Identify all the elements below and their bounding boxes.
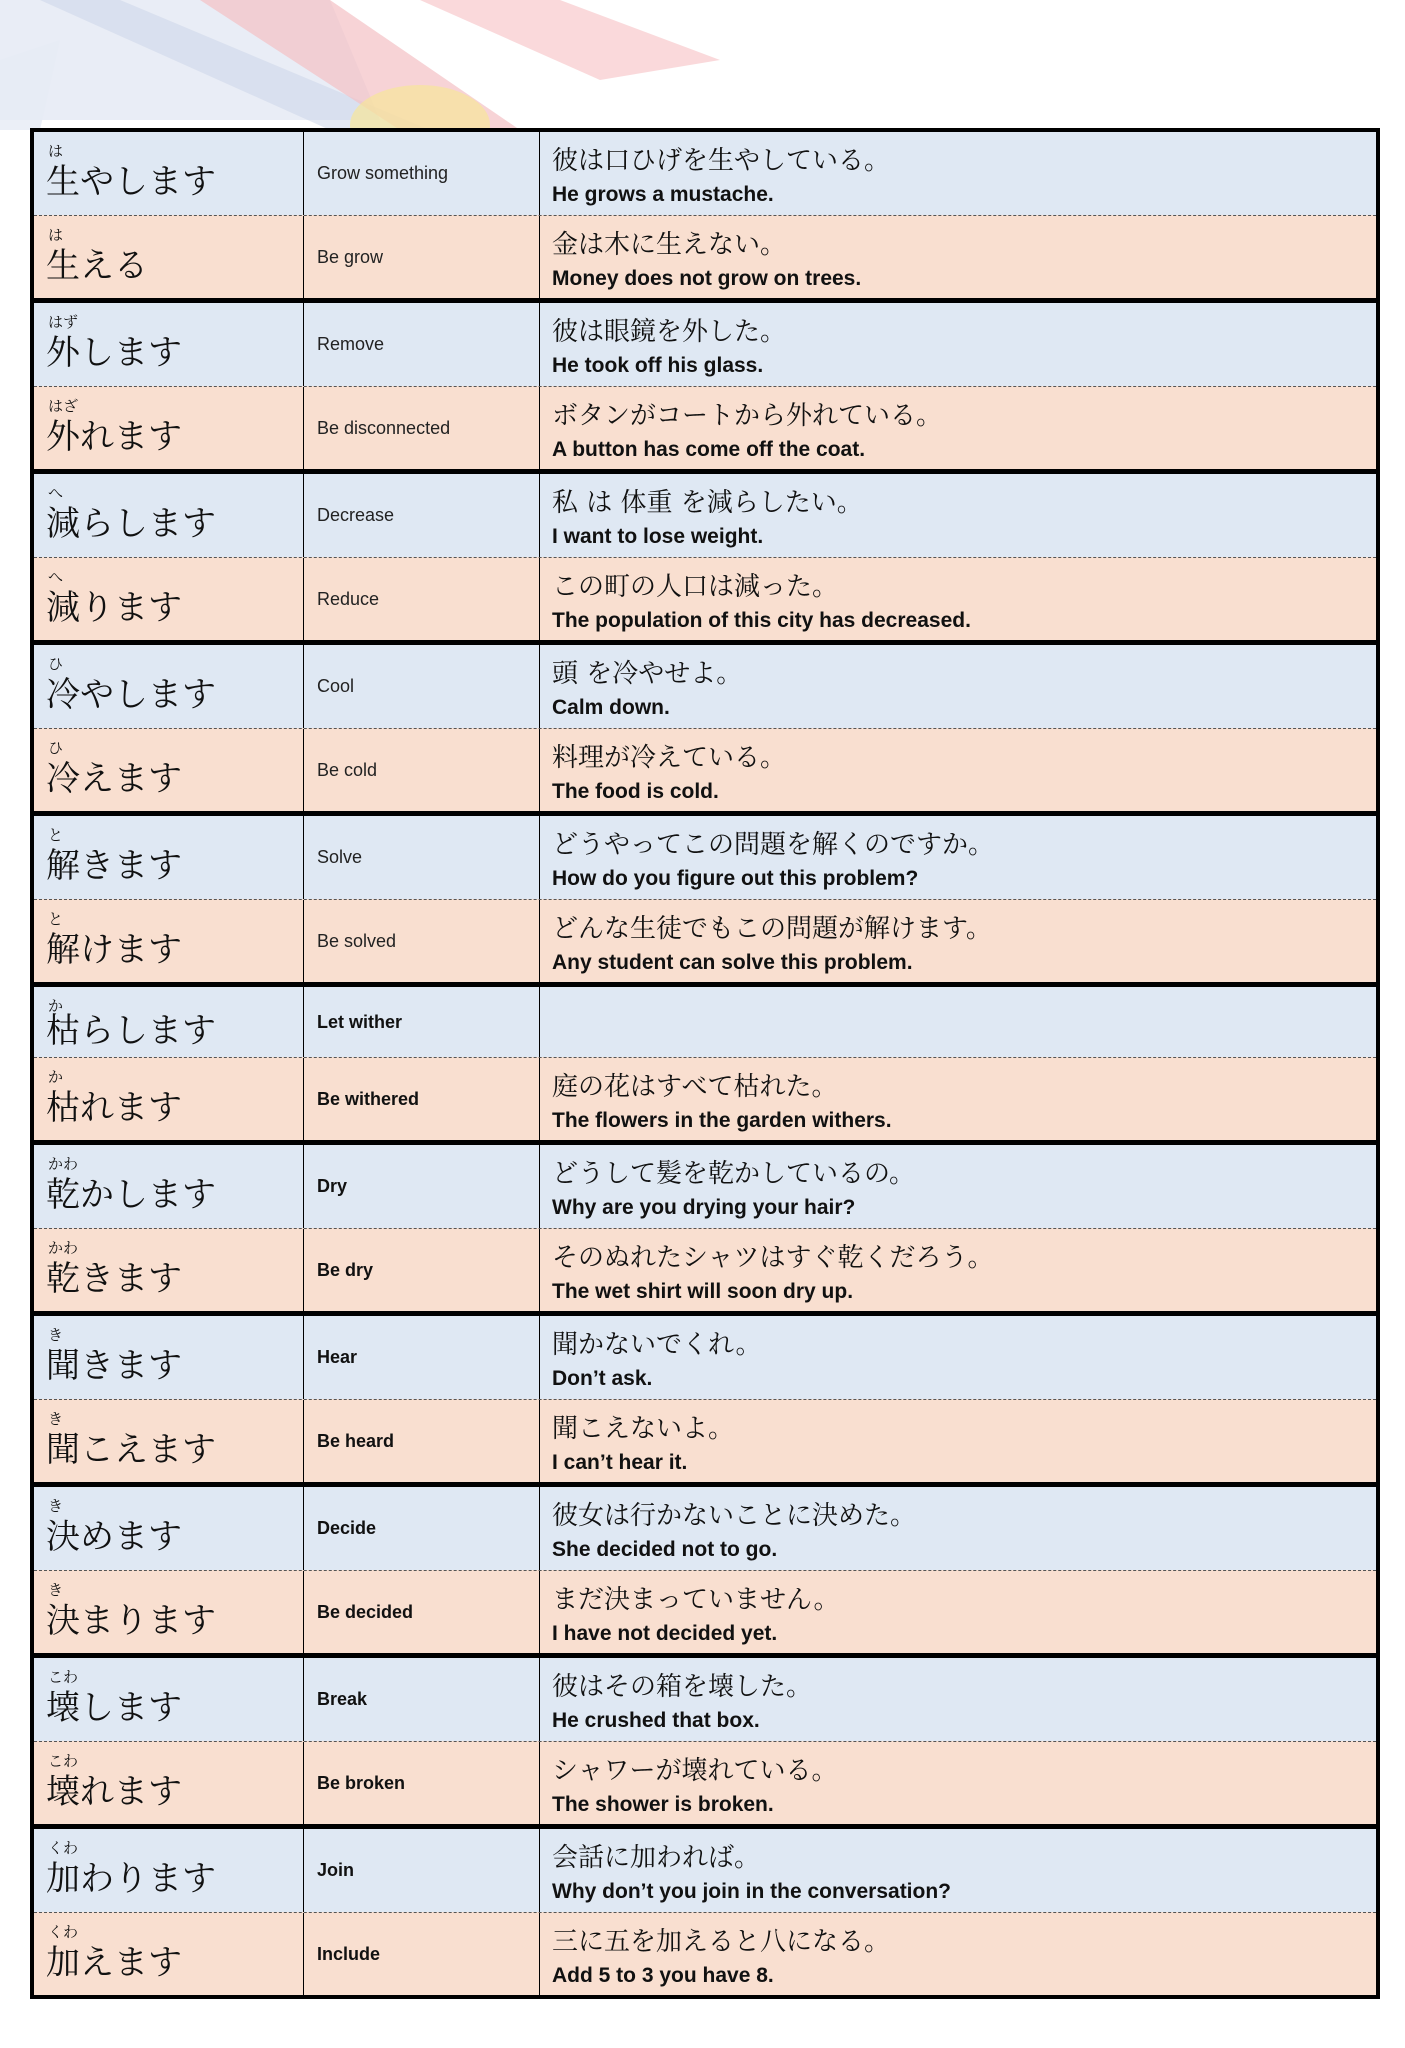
verb-cell	[34, 1145, 304, 1228]
example-japanese: どうやってこの問題を解くのですか。	[552, 830, 995, 860]
furigana: かわ	[48, 1155, 79, 1173]
example-japanese: 三に五を加えると八になる。	[552, 1927, 891, 1957]
verb-text: 減らします	[46, 504, 216, 544]
table-row	[34, 1570, 1376, 1653]
example-cell	[540, 1829, 1376, 1912]
meaning-cell	[304, 1316, 540, 1399]
english-meaning: Be broken	[317, 1773, 406, 1793]
example-cell	[540, 1145, 1376, 1228]
example-japanese: 聞こえないよ。	[552, 1414, 735, 1444]
example-english: He took off his glass.	[552, 354, 764, 377]
verb-cell	[34, 900, 304, 982]
table-row	[34, 816, 1376, 899]
verb-pair-group	[34, 1311, 1376, 1482]
english-meaning: Be dry	[317, 1260, 374, 1280]
table-row	[34, 557, 1376, 640]
table-row	[34, 1228, 1376, 1311]
table-row	[34, 1658, 1376, 1741]
furigana: はざ	[48, 397, 79, 415]
verb-cell	[34, 1487, 304, 1570]
furigana: へ	[48, 484, 64, 502]
example-japanese: シャワーが壊れている。	[552, 1756, 838, 1786]
meaning-cell	[304, 816, 540, 899]
example-japanese: 金は木に生えない。	[552, 230, 787, 260]
english-meaning: Include	[317, 1944, 381, 1964]
verb-cell	[34, 1742, 304, 1824]
table-row	[34, 215, 1376, 298]
english-meaning: Let wither	[317, 1011, 403, 1032]
furigana: はず	[48, 313, 79, 331]
verb-text: 決まります	[46, 1601, 216, 1641]
meaning-cell	[304, 1400, 540, 1482]
verb-cell	[34, 216, 304, 298]
meaning-cell	[304, 1229, 540, 1311]
example-english: Don’t ask.	[552, 1367, 653, 1390]
verb-text: 決めます	[46, 1517, 182, 1557]
example-english: The wet shirt will soon dry up.	[552, 1280, 854, 1303]
english-meaning: Reduce	[317, 589, 380, 609]
furigana: は	[48, 142, 64, 160]
verb-text: 聞きます	[46, 1346, 182, 1386]
furigana: と	[48, 826, 64, 844]
example-japanese: ボタンがコートから外れている。	[552, 401, 943, 431]
verb-text: 加わります	[46, 1859, 216, 1899]
verb-cell	[34, 987, 304, 1057]
english-meaning: Grow something	[317, 163, 449, 183]
example-japanese: どうして髪を乾かしているの。	[552, 1159, 915, 1189]
example-japanese: 頭 を冷やせよ。	[552, 659, 743, 689]
example-cell	[540, 1400, 1376, 1482]
example-cell	[540, 216, 1376, 298]
example-english: Add 5 to 3 you have 8.	[552, 1964, 774, 1987]
table-row	[34, 1057, 1376, 1140]
verb-pair-group	[34, 640, 1376, 811]
english-meaning: Break	[317, 1689, 368, 1709]
furigana: こわ	[48, 1752, 79, 1770]
furigana: かわ	[48, 1239, 79, 1257]
example-japanese: 彼は口ひげを生やしている。	[552, 146, 891, 176]
example-cell	[540, 303, 1376, 386]
example-cell	[540, 1658, 1376, 1741]
furigana: と	[48, 910, 64, 928]
example-english: Any student can solve this problem.	[552, 951, 913, 974]
table-row	[34, 1741, 1376, 1824]
table-row	[34, 1399, 1376, 1482]
verb-cell	[34, 474, 304, 557]
verb-text: 壊します	[46, 1688, 182, 1728]
example-cell	[540, 1316, 1376, 1399]
verb-cell	[34, 303, 304, 386]
example-english: I have not decided yet.	[552, 1622, 778, 1645]
verb-pair-group	[34, 1140, 1376, 1311]
english-meaning: Decide	[317, 1518, 377, 1538]
verb-cell	[34, 132, 304, 215]
table-row	[34, 1487, 1376, 1570]
verb-pair-group	[34, 1482, 1376, 1653]
verb-pair-group	[34, 132, 1376, 298]
example-english: How do you figure out this problem?	[552, 867, 919, 890]
english-meaning: Cool	[317, 676, 355, 696]
verb-cell	[34, 558, 304, 640]
example-english: The shower is broken.	[552, 1793, 774, 1816]
example-english: A button has come off the coat.	[552, 438, 866, 461]
verb-text: 生える	[46, 246, 148, 286]
furigana: き	[48, 1326, 64, 1344]
english-meaning: Be solved	[317, 931, 397, 951]
example-japanese: どんな生徒でもこの問題が解けます。	[552, 914, 992, 944]
example-cell	[540, 729, 1376, 811]
example-cell	[540, 1913, 1376, 1995]
example-english: The flowers in the garden withers.	[552, 1109, 892, 1132]
verb-cell	[34, 1913, 304, 1995]
table-row	[34, 303, 1376, 386]
example-cell	[540, 1058, 1376, 1140]
english-meaning: Hear	[317, 1347, 358, 1367]
example-cell	[540, 1571, 1376, 1653]
furigana: こわ	[48, 1668, 79, 1686]
furigana: き	[48, 1410, 64, 1428]
table-row	[34, 1912, 1376, 1995]
verb-cell	[34, 729, 304, 811]
example-cell	[540, 132, 1376, 215]
verb-pair-group	[34, 811, 1376, 982]
table-row	[34, 132, 1376, 215]
english-meaning: Dry	[317, 1176, 348, 1196]
table-row	[34, 728, 1376, 811]
example-japanese: そのぬれたシャツはすぐ乾くだろう。	[552, 1243, 994, 1273]
verb-text: 聞こえます	[46, 1430, 216, 1470]
furigana: か	[48, 997, 64, 1015]
verb-cell	[34, 1229, 304, 1311]
table-row	[34, 645, 1376, 728]
furigana: ひ	[48, 739, 64, 757]
example-japanese: この町の人口は減った。	[552, 572, 839, 602]
verb-text: 枯れます	[46, 1088, 182, 1128]
table-row	[34, 1829, 1376, 1912]
verb-table	[30, 128, 1380, 1999]
example-cell	[540, 645, 1376, 728]
verb-cell	[34, 1571, 304, 1653]
example-japanese: 彼は眼鏡を外した。	[552, 317, 787, 347]
verb-text: 冷やします	[46, 675, 216, 715]
meaning-cell	[304, 558, 540, 640]
furigana: くわ	[48, 1839, 79, 1857]
example-japanese: 庭の花はすべて枯れた。	[552, 1072, 838, 1102]
example-english: He crushed that box.	[552, 1709, 760, 1732]
meaning-cell	[304, 729, 540, 811]
verb-cell	[34, 816, 304, 899]
example-cell	[540, 474, 1376, 557]
verb-pair-group	[34, 1653, 1376, 1824]
english-meaning: Be decided	[317, 1602, 414, 1622]
meaning-cell	[304, 474, 540, 557]
meaning-cell	[304, 387, 540, 469]
table-row	[34, 1316, 1376, 1399]
example-english: I can’t hear it.	[552, 1451, 688, 1474]
example-japanese: 彼女は行かないことに決めた。	[552, 1501, 917, 1531]
furigana: き	[48, 1581, 64, 1599]
verb-pair-group	[34, 1824, 1376, 1995]
meaning-cell	[304, 900, 540, 982]
verb-text: 外します	[46, 333, 182, 373]
verb-text: 解きます	[46, 846, 182, 886]
furigana: ひ	[48, 655, 64, 673]
example-english: Calm down.	[552, 696, 670, 719]
example-cell	[540, 987, 1376, 1057]
verb-cell	[34, 1400, 304, 1482]
example-english: She decided not to go.	[552, 1538, 778, 1561]
table-row	[34, 987, 1376, 1057]
verb-cell	[34, 1316, 304, 1399]
example-japanese: 会話に加われば。	[552, 1843, 761, 1873]
example-cell	[540, 387, 1376, 469]
furigana: は	[48, 226, 64, 244]
meaning-cell	[304, 645, 540, 728]
verb-pair-group	[34, 469, 1376, 640]
english-meaning: Remove	[317, 334, 385, 354]
verb-text: 外れます	[46, 417, 182, 457]
example-english: The population of this city has decreased.	[552, 609, 971, 632]
example-english: Why are you drying your hair?	[552, 1196, 856, 1219]
meaning-cell	[304, 1145, 540, 1228]
verb-text: 壊れます	[46, 1772, 182, 1812]
meaning-cell	[304, 1058, 540, 1140]
verb-text: 解けます	[46, 930, 182, 970]
meaning-cell	[304, 1913, 540, 1995]
example-english: Money does not grow on trees.	[552, 267, 862, 290]
english-meaning: Be disconnected	[317, 418, 451, 438]
english-meaning: Be cold	[317, 760, 378, 780]
verb-text: 乾かします	[46, 1175, 216, 1215]
verb-text: 枯らします	[46, 1011, 216, 1051]
english-meaning: Decrease	[317, 505, 395, 525]
verb-text: 減ります	[46, 588, 182, 628]
meaning-cell	[304, 1742, 540, 1824]
english-meaning: Be heard	[317, 1431, 395, 1451]
table-row	[34, 474, 1376, 557]
furigana: へ	[48, 568, 64, 586]
english-meaning: Join	[317, 1860, 355, 1880]
verb-cell	[34, 645, 304, 728]
table-row	[34, 899, 1376, 982]
example-cell	[540, 816, 1376, 899]
verb-cell	[34, 1658, 304, 1741]
meaning-cell	[304, 1487, 540, 1570]
verb-pair-group	[34, 982, 1376, 1140]
example-japanese: 私 は 体重 を減らしたい。	[552, 488, 863, 518]
english-meaning: Be withered	[317, 1089, 420, 1109]
table-row	[34, 1145, 1376, 1228]
verb-cell	[34, 1829, 304, 1912]
example-cell	[540, 1229, 1376, 1311]
verb-text: 冷えます	[46, 759, 182, 799]
example-cell	[540, 558, 1376, 640]
verb-text: 乾きます	[46, 1259, 182, 1299]
furigana: き	[48, 1497, 64, 1515]
meaning-cell	[304, 987, 540, 1057]
meaning-cell	[304, 1829, 540, 1912]
example-cell	[540, 1742, 1376, 1824]
furigana: くわ	[48, 1923, 79, 1941]
meaning-cell	[304, 216, 540, 298]
verb-pair-group	[34, 298, 1376, 469]
meaning-cell	[304, 303, 540, 386]
example-cell	[540, 900, 1376, 982]
example-japanese: まだ決まっていません。	[552, 1585, 840, 1615]
verb-cell	[34, 387, 304, 469]
meaning-cell	[304, 1658, 540, 1741]
example-cell	[540, 1487, 1376, 1570]
verb-text: 生やします	[46, 162, 216, 202]
example-english: Why don’t you join in the conversation?	[552, 1880, 951, 1903]
example-japanese: 彼はその箱を壊した。	[552, 1672, 813, 1702]
example-english: I want to lose weight.	[552, 525, 764, 548]
meaning-cell	[304, 1571, 540, 1653]
example-japanese: 料理が冷えている。	[552, 743, 787, 773]
example-english: He grows a mustache.	[552, 183, 774, 206]
table-row	[34, 386, 1376, 469]
verb-cell	[34, 1058, 304, 1140]
english-meaning: Solve	[317, 847, 363, 867]
english-meaning: Be grow	[317, 247, 384, 267]
example-english: The food is cold.	[552, 780, 719, 803]
verb-text: 加えます	[46, 1943, 182, 1983]
example-japanese: 聞かないでくれ。	[552, 1330, 762, 1360]
meaning-cell	[304, 132, 540, 215]
furigana: か	[48, 1068, 64, 1086]
